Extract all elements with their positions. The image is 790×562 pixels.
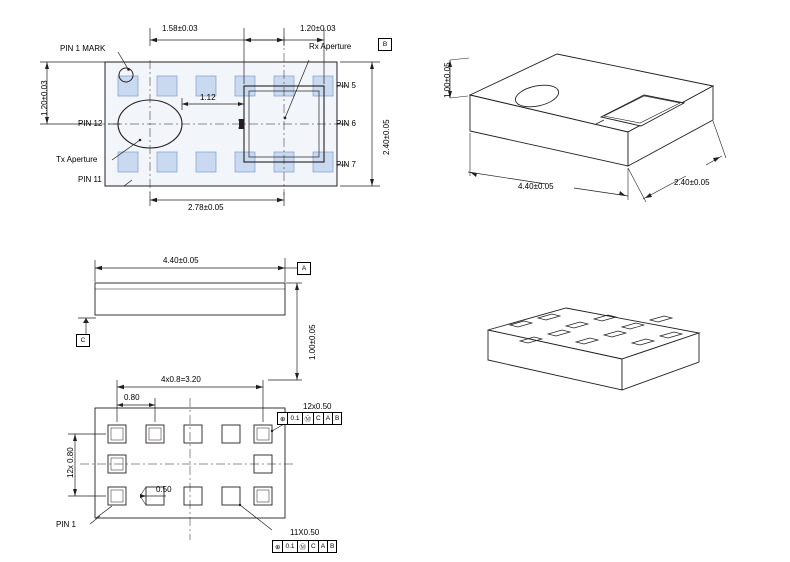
- dim-top-height-left: 1.20±0.03: [40, 80, 49, 116]
- dim-pitch-single: 0.80: [124, 393, 140, 402]
- label-pin7: PIN 7: [336, 160, 357, 169]
- datum-c-flag: C: [76, 334, 90, 347]
- dim-tx-width: 1.12: [200, 93, 216, 102]
- note-11x050: 11X0.50: [290, 528, 320, 537]
- side-view-shape: [95, 283, 285, 315]
- gdt-datum-a: A: [324, 413, 333, 424]
- gdt-tolerance: 0.1: [288, 413, 302, 424]
- label-tx-aperture: Tx Aperture: [56, 155, 98, 164]
- label-pin11: PIN 11: [78, 175, 102, 184]
- note-12x050: 12x0.50: [303, 402, 332, 411]
- gdt-modifier: Ⓜ: [303, 413, 315, 424]
- label-rx-aperture: Rx Aperture: [309, 42, 352, 51]
- gdt-datum-c: C: [314, 413, 324, 424]
- label-pin5: PIN 5: [336, 81, 357, 90]
- gdt-datum-a: A: [319, 541, 328, 552]
- iso-top-shape: [470, 54, 713, 166]
- gdt-modifier: Ⓜ: [298, 541, 310, 552]
- dim-top-height-right: 2.40±0.05: [382, 119, 391, 155]
- gdt-datum-c: C: [309, 541, 319, 552]
- dim-rx-pitch: 1.58±0.03: [162, 24, 198, 33]
- datum-b-flag: B: [378, 38, 392, 51]
- dim-pad-size: 0.50: [156, 485, 172, 494]
- dim-iso-width: 2.40±0.05: [674, 178, 710, 187]
- label-pin1-bottom: PIN 1: [56, 520, 77, 529]
- dim-row-pitch: 12x 0.80: [66, 447, 75, 478]
- label-pin12: PIN 12: [78, 119, 103, 128]
- gdt-symbol-position: ⊕: [278, 413, 288, 424]
- gdt-frame-top: [277, 412, 342, 425]
- label-pin1-mark: PIN 1 MARK: [60, 44, 106, 53]
- gdt-frame-bottom: [272, 540, 337, 553]
- dim-side-height: 1.00±0.05: [308, 324, 317, 360]
- iso-bottom-shape: [488, 308, 699, 390]
- gdt-datum-b: B: [330, 543, 335, 550]
- dim-pitch-total: 4x0.8=3.20: [161, 375, 201, 384]
- gdt-datum-b: B: [335, 415, 340, 422]
- dim-iso-height: 1.00±0.05: [443, 62, 452, 98]
- gdt-tolerance: 0.1: [283, 541, 297, 552]
- dim-bottom-width: 2.78±0.05: [188, 203, 224, 212]
- dim-side-length: 4.40±0.05: [163, 256, 199, 265]
- dim-rx-width: 1.20±0.03: [300, 24, 336, 33]
- datum-a-flag: A: [297, 262, 311, 275]
- dim-iso-length: 4.40±0.05: [518, 182, 554, 191]
- label-pin6: PIN 6: [336, 119, 357, 128]
- gdt-symbol-position: ⊕: [273, 541, 283, 552]
